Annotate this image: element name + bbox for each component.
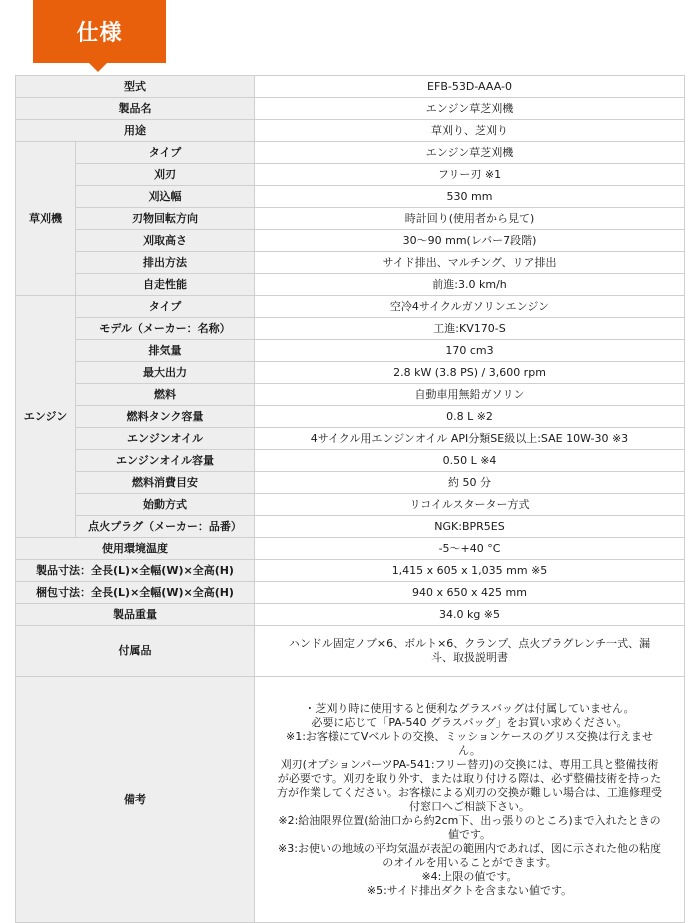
row-label: タイプ [76,142,255,164]
note-line: 付窓口へご相談下さい。 [409,799,530,813]
table-row [16,340,685,362]
table-row [16,186,685,208]
row-value: 工進:KV170-S [255,318,685,340]
accessories-value [255,626,685,677]
row-value: 530 mm [255,186,685,208]
table-row [16,362,685,384]
group-label-mower: 草刈機 [16,142,76,296]
row-value: 4サイクル用エンジンオイル API分類SE級以上:SAE 10W-30 ※3 [255,428,685,450]
row-value: サイド排出、マルチング、リア排出 [255,252,685,274]
row-label: 自走性能 [76,274,255,296]
row-label: 燃料タンク容量 [76,406,255,428]
note-line: ※4:上限の値です。 [421,869,518,883]
table-row [16,450,685,472]
row-label: 梱包寸法：全長(L)×全幅(W)×全高(H) [16,582,255,604]
table-row [16,208,685,230]
note-line: 必要に応じて「PA-540 グラスバッグ」をお買い求めください。 [311,715,628,729]
table-row [16,142,685,164]
row-value: 940 x 650 x 425 mm [255,582,685,604]
table-row [16,274,685,296]
row-value: 前進:3.0 km/h [255,274,685,296]
row-value: -5〜+40 °C [255,538,685,560]
note-line: 方が作業してください。お客様による刈刃の交換が難しい場合は、工進修理受 [277,785,662,799]
row-label: モデル（メーカー：名称） [76,318,255,340]
note-line: 刈刃(オプションパーツPA-541:フリー替刃)の交換には、専用工具と整備技術 [280,757,659,771]
table-row [16,428,685,450]
row-label: 最大出力 [76,362,255,384]
accessories-label: 付属品 [16,626,255,677]
row-label: 始動方式 [76,494,255,516]
accessories-line: 斗、取扱説明書 [431,651,508,664]
table-row [16,516,685,538]
row-value: 草刈り、芝刈り [255,120,685,142]
row-label: 排気量 [76,340,255,362]
note-line: のオイルを用いることができます。 [382,855,557,869]
row-label: 燃料消費目安 [76,472,255,494]
table-row [16,230,685,252]
row-label: 製品重量 [16,604,255,626]
row-label: 刈取高さ [76,230,255,252]
row-label: タイプ [76,296,255,318]
row-label: 刈込幅 [76,186,255,208]
note-line: ※5:サイド排出ダクトを含まない値です。 [366,883,573,897]
row-value: エンジン草芝刈機 [255,98,685,120]
row-value: 2.8 kW (3.8 PS) / 3,600 rpm [255,362,685,384]
table-row [16,318,685,340]
row-value: フリー刃 ※1 [255,164,685,186]
notes-row [16,677,685,923]
table-row [16,120,685,142]
note-line: ※1:お客様にてVベルトの交換、ミッションケースのグリス交換は行えませ [285,729,653,743]
table-row [16,582,685,604]
note-line: 値です。 [447,827,492,841]
row-label: 刈刃 [76,164,255,186]
table-row [16,406,685,428]
row-label: 製品寸法：全長(L)×全幅(W)×全高(H) [16,560,255,582]
accessories-line: ハンドル固定ノブ×6、ボルト×6、クランプ、点火プラグレンチ一式、漏 [288,637,651,650]
row-label: 燃料 [76,384,255,406]
note-line: ※3:お使いの地域の平均気温が表記の範囲内であれば、図に示された他の粘度 [278,841,661,855]
table-row [16,296,685,318]
spec-table [15,75,685,923]
table-row [16,164,685,186]
row-value: 空冷4サイクルガソリンエンジン [255,296,685,318]
row-value: NGK:BPR5ES [255,516,685,538]
row-label: 用途 [16,120,255,142]
row-value: 0.8 L ※2 [255,406,685,428]
table-row [16,472,685,494]
note-line: ※2:給油限界位置(給油口から約2cm下、出っ張りのところ)まで入れたときの [278,813,661,827]
table-row [16,76,685,98]
row-label: 型式 [16,76,255,98]
table-row [16,252,685,274]
spec-table-body [16,76,685,923]
table-row [16,604,685,626]
row-value: 0.50 L ※4 [255,450,685,472]
row-label: 点火プラグ（メーカー：品番） [76,516,255,538]
row-value: EFB-53D-AAA-0 [255,76,685,98]
note-line: ん。 [458,743,481,757]
table-row [16,494,685,516]
row-label: エンジンオイル容量 [76,450,255,472]
table-row [16,98,685,120]
row-label: 使用環境温度 [16,538,255,560]
row-label: 製品名 [16,98,255,120]
row-value: 34.0 kg ※5 [255,604,685,626]
row-value: 時計回り(使用者から見て) [255,208,685,230]
table-row [16,538,685,560]
table-row [16,384,685,406]
section-title: 仕様 [76,21,123,46]
note-line: が必要です。刈刃を取り外す、または取り付ける際は、必ず整備技術を持った [277,771,662,785]
group-label-engine: エンジン [16,296,76,538]
row-label: エンジンオイル [76,428,255,450]
accessories-row [16,626,685,677]
notes-label: 備考 [16,677,255,923]
row-value: 1,415 x 605 x 1,035 mm ※5 [255,560,685,582]
section-title-tab [33,0,166,63]
row-value: エンジン草芝刈機 [255,142,685,164]
table-row [16,560,685,582]
row-value: リコイルスターター方式 [255,494,685,516]
row-value: 30〜90 mm(レバー7段階) [255,230,685,252]
row-value: 自動車用無鉛ガソリン [255,384,685,406]
row-label: 排出方法 [76,252,255,274]
row-value: 約 50 分 [255,472,685,494]
note-line: ・芝刈り時に使用すると便利なグラスバッグは付属していません。 [304,701,635,715]
notes-value [255,677,685,923]
row-value: 170 cm3 [255,340,685,362]
row-label: 刃物回転方向 [76,208,255,230]
